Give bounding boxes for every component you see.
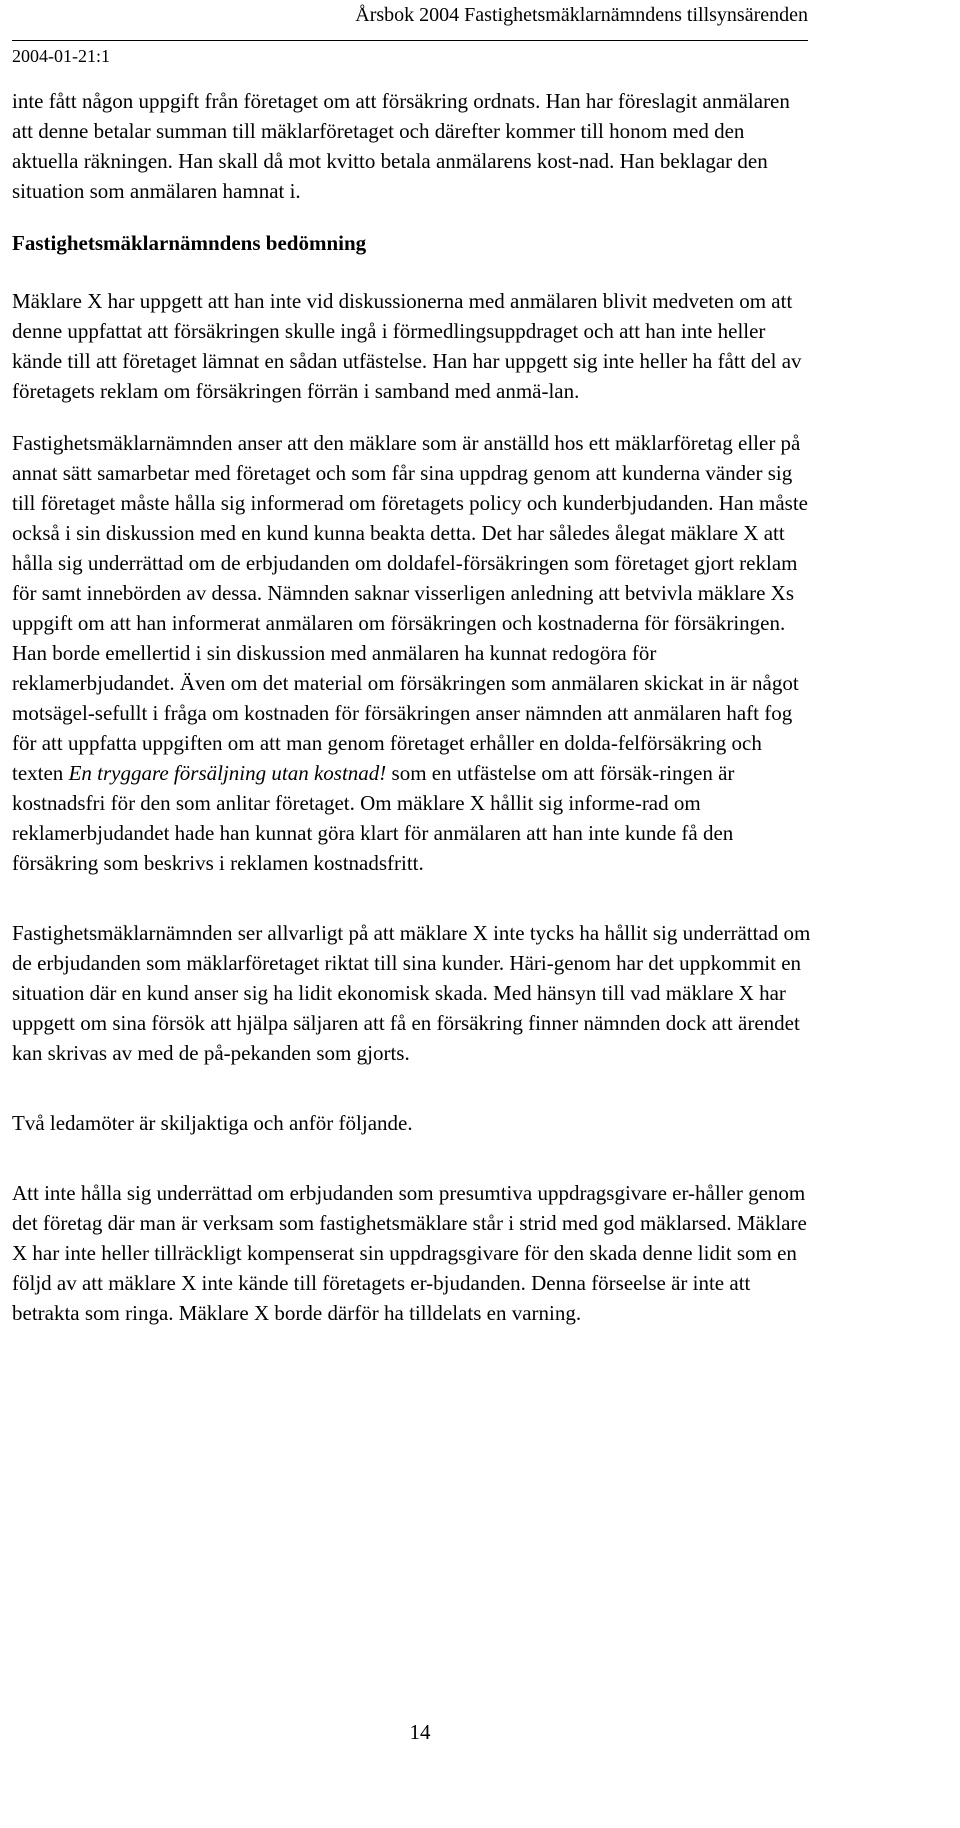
paragraph-board-conclusion: Fastighetsmäklarnämnden ser allvarligt på att mäklare X inte tycks ha hållit sig underrättad om de erbjudanden som mäklarföretaget riktat till sina kunder. Häri-genom har det uppkommit en situation där en kund anser sig ha lidit ekonomisk skada. Med hänsyn till vad mäklare X har uppgett om sina försök att hjälpa säljaren att få en försäkring finner nämnden dock att ärendet kan skrivas av med de på-pekanden som gjorts. (12, 921, 811, 1065)
page-header (12, 0, 808, 70)
header-rule (12, 40, 808, 41)
paragraph-broker-statement: Mäklare X har uppgett att han inte vid diskussionerna med anmälaren blivit medveten om att denne uppfattat att försäkringen skulle ingå i förmedlingsuppdraget och att han inte heller kände till att företaget lämnat en sådan utfästelse. Han har uppgett sig inte heller ha fått del av företagets reklam om försäkringen förrän i samband med anmä-lan. (12, 289, 802, 403)
case-number: 2004-01-21:1 (12, 46, 110, 66)
paragraph-board-assessment (12, 428, 812, 878)
ad-quote: En tryggare försäljning utan kostnad! (68, 761, 387, 785)
header-title: Årsbok 2004 Fastighetsmäklarnämndens tillsynsärenden (355, 4, 808, 26)
paragraph-dissent-intro: Två ledamöter är skiljaktiga och anför följande. (12, 1111, 413, 1135)
document-body (12, 86, 812, 1328)
assessment-text-a: Fastighetsmäklarnämnden anser att den mäklare som är anställd hos ett mäklarföretag eller på annat sätt samarbetar med företaget och som får sina uppdrag genom att kunderna vänder sig till företaget måste hålla sig informerad om företagets policy och kunderbjudanden. Han måste också i sin diskussion med en kund kunna beakta detta. Det har således ålegat mäklare X att hålla sig underrättad om de erbjudanden om doldafel-försäkringen som företaget gjort reklam för samt innebörden av dessa. Nämnden saknar visserligen anledning att betvivla mäklare Xs uppgift om att han informerat anmälaren om försäkringen och kostnaderna för försäkringen. Han borde emellertid i sin diskussion med anmälaren ha kunnat redogöra för reklamerbjudandet. Även om det material om försäkringen som anmälaren skickat in är något motsägel-sefullt i fråga om kostnaden för försäkringen anser nämnden att anmälaren haft fog för att uppfatta uppgiften om att man genom företaget erhåller en dolda-felförsäkring och texten (12, 431, 808, 785)
assessment-text-b: som en utfästelse om att försäk-ringen är kostnadsfri för den som anlitar företaget. Om mäklare X hållit sig informe-rad om reklamerbjudandet hade han kunnat göra klart för anmälaren att han inte kunde få den försäkring som beskrivs i reklamen kostnadsfritt. (12, 761, 735, 875)
paragraph-intro: inte fått någon uppgift från företaget om att försäkring ordnats. Han har föreslagit anmälaren att denne betalar summan till mäklarföretaget och därefter kommer till honom med den aktuella räkningen. Han skall då mot kvitto betala anmälarens kost-nad. Han beklagar den situation som anmälaren hamnat i. (12, 89, 790, 203)
paragraph-dissent: Att inte hålla sig underrättad om erbjudanden som presumtiva uppdragsgivare er-håller genom det företag där man är verksam som fastighetsmäklare står i strid med god mäklarsed. Mäklare X har inte heller tillräckligt kompenserat sin uppdragsgivare för den skada denne lidit som en följd av att mäklare X inte kände till företagets er-bjudanden. Denna förseelse är inte att betrakta som ringa. Mäklare X borde därför ha tilldelats en varning. (12, 1181, 807, 1325)
section-heading: Fastighetsmäklarnämndens bedömning (12, 231, 367, 255)
page-number: 14 (409, 1720, 431, 1744)
